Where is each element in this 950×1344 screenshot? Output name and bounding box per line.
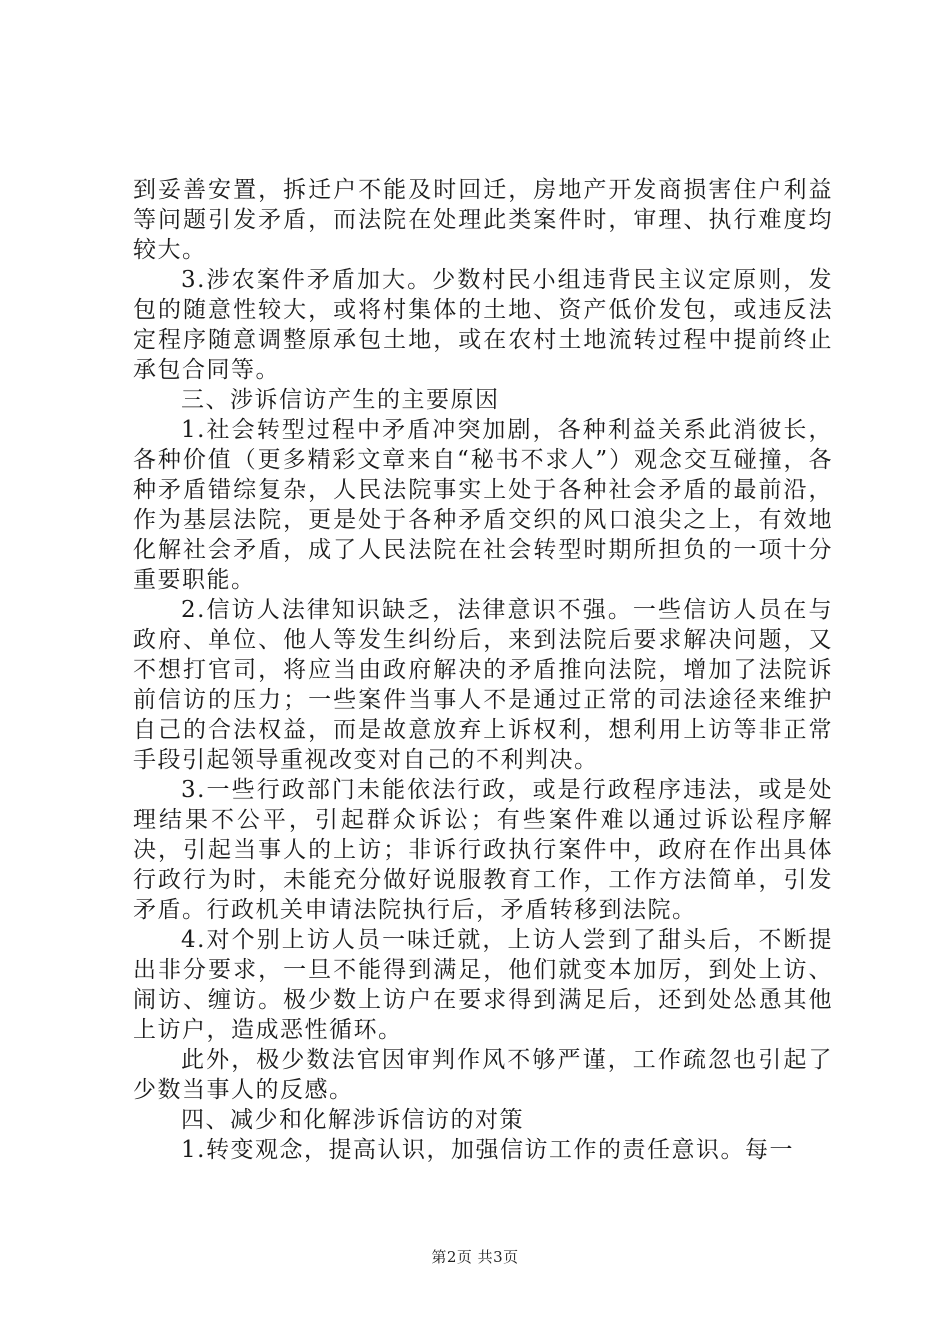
paragraph-cause-2: 2.信访人法律知识缺乏，法律意识不强。一些信访人员在与政府、单位、他人等发生纠纷后，来到法院后要求解决问题，又不想打官司，将应当由政府解决的矛盾推向法院，增加了法院诉前信访的压力；一些案件当事人不是通过正常的司法途径来维护自己的合法权益，而是故意放弃上诉权利，想利用上访等非正常手段引起领导重视改变对自己的不利判决。 [133,597,833,773]
section-heading-3: 三、涉诉信访产生的主要原因 [181,387,500,413]
paragraph-additionally: 此外，极少数法官因审判作风不够严谨，工作疏忽也引起了少数当事人的反感。 [133,1047,833,1103]
paragraph-continuation: 到妥善安置，拆迁户不能及时回迁，房地产开发商损害住户利益等问题引发矛盾，而法院在处理此类案件时，审理、执行难度均较大。 [133,177,833,263]
paragraph-item-3-agriculture: 3.涉农案件矛盾加大。少数村民小组违背民主议定原则，发包的随意性较大，或将村集体的土地、资产低价发包，或违反法定程序随意调整原承包土地，或在农村土地流转过程中提前终止承包合同等。 [133,267,833,383]
document-body [133,175,833,1165]
paragraph-cause-4: 4.对个别上访人员一味迁就，上访人尝到了甜头后，不断提出非分要求，一旦不能得到满足，他们就变本加厉，到处上访、闹访、缠访。极少数上访户在要求得到满足后，还到处怂恿其他上访户，造成恶性循环。 [133,927,833,1043]
page-footer: 第2页 共3页 [431,1248,519,1266]
paragraph-measure-1: 1.转变观念，提高认识，加强信访工作的责任意识。每一 [181,1137,794,1163]
paragraph-cause-3: 3.一些行政部门未能依法行政，或是行政程序违法，或是处理结果不公平，引起群众诉讼；有些案件难以通过诉讼程序解决，引起当事人的上访；非诉行政执行案件中，政府在作出具体行政行为时，未能充分做好说服教育工作，工作方法简单，引发矛盾。行政机关申请法院执行后，矛盾转移到法院。 [133,777,833,923]
paragraph-cause-1: 1.社会转型过程中矛盾冲突加剧，各种利益关系此消彼长，各种价值（更多精彩文章来自“秘书不求人”）观念交互碰撞，各种矛盾错综复杂，人民法院事实上处于各种社会矛盾的最前沿，作为基层法院，更是处于各种矛盾交织的风口浪尖之上，有效地化解社会矛盾，成了人民法院在社会转型时期所担负的一项十分重要职能。 [133,417,833,593]
section-heading-4: 四、减少和化解涉诉信访的对策 [181,1107,524,1133]
